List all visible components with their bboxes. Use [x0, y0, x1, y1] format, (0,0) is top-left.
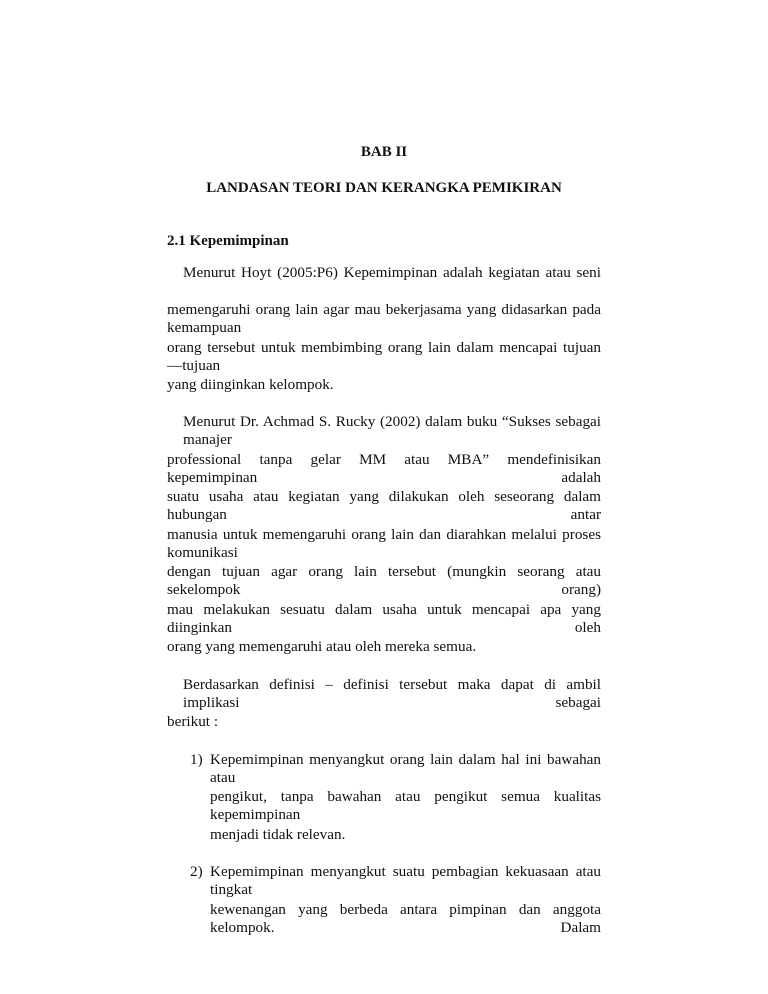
paragraph-line: manusia untuk memengaruhi orang lain dan diarahkan melalui proses komunikasi	[167, 526, 601, 561]
paragraph-line: Menurut Dr. Achmad S. Rucky (2002) dalam buku “Sukses sebagai manajer	[183, 413, 601, 448]
paragraph-line: suatu usaha atau kegiatan yang dilakukan oleh seseorang dalam hubungan antar	[167, 488, 601, 523]
paragraph-line: dengan tujuan agar orang lain tersebut (mungkin seorang atau sekelompok orang)	[167, 563, 601, 598]
list-item-number: 2)	[190, 863, 203, 880]
paragraph-line: orang tersebut untuk membimbing orang lain dalam mencapai tujuan—tujuan	[167, 339, 601, 374]
section-heading: 2.1 Kepemimpinan	[167, 233, 289, 249]
paragraph-line: professional tanpa gelar MM atau MBA” mendefinisikan kepemimpinan adalah	[167, 451, 601, 486]
list-item-line: Kepemimpinan menyangkut orang lain dalam hal ini bawahan atau	[210, 751, 601, 786]
paragraph-line: orang yang memengaruhi atau oleh mereka semua.	[167, 638, 477, 655]
paragraph-line: berikut :	[167, 713, 219, 730]
paragraph-line: mau melakukan sesuatu dalam usaha untuk mencapai apa yang diinginkan oleh	[167, 601, 601, 636]
list-item-line: pengikut, tanpa bawahan atau pengikut semua kualitas kepemimpinan	[210, 788, 601, 823]
paragraph-line: memengaruhi orang lain agar mau bekerjasama yang didasarkan pada kemampuan	[167, 301, 601, 336]
list-item-line: kewenangan yang berbeda antara pimpinan dan anggota kelompok. Dalam	[210, 901, 601, 936]
list-item-line: Kepemimpinan menyangkut suatu pembagian kekuasaan atau tingkat	[210, 863, 601, 898]
paragraph-line: Menurut Hoyt (2005:P6) Kepemimpinan adalah kegiatan atau seni	[183, 264, 601, 281]
chapter-title: LANDASAN TEORI DAN KERANGKA PEMIKIRAN	[206, 180, 562, 196]
list-item-number: 1)	[190, 751, 203, 768]
chapter-label: BAB II	[360, 144, 408, 160]
list-item-line: menjadi tidak relevan.	[210, 826, 346, 843]
paragraph-line: Berdasarkan definisi – definisi tersebut maka dapat di ambil implikasi sebagai	[183, 676, 601, 711]
paragraph-line: yang diinginkan kelompok.	[167, 376, 334, 393]
